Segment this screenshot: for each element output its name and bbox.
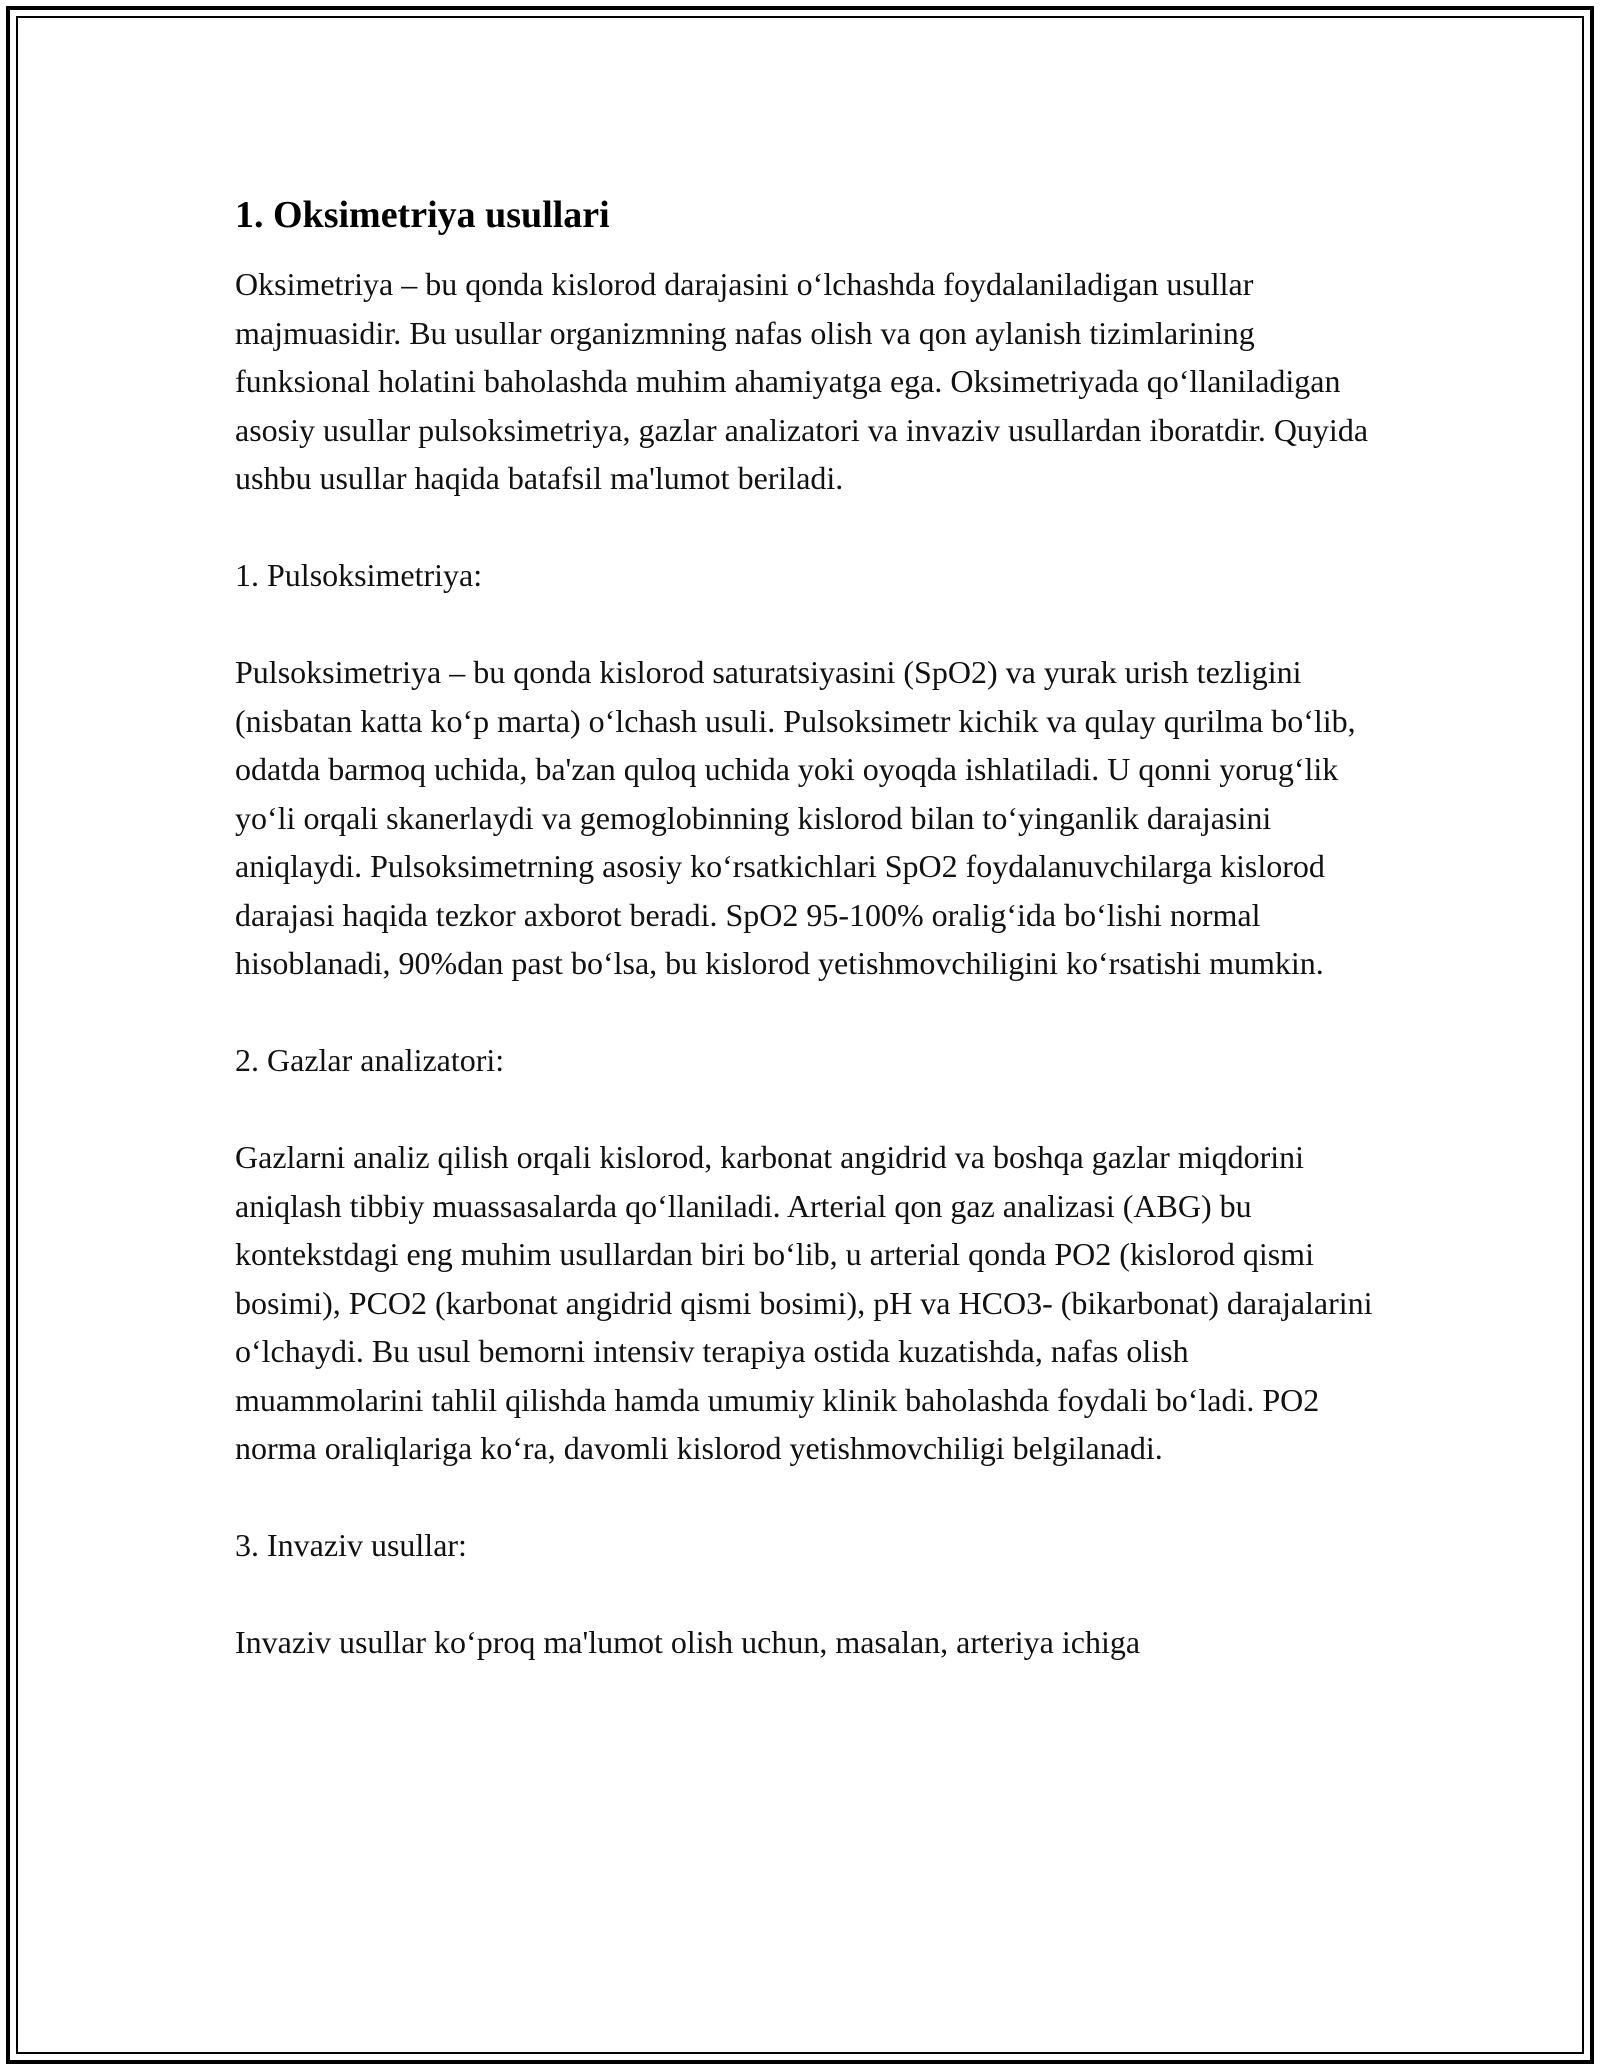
- paragraph-gap: [235, 1085, 1375, 1134]
- subsection-body-pulsoksimetriya: Pulsoksimetriya – bu qonda kislorod saturatsiyasini (SpO2) va yurak urish tezligini (nisbatan katta ko‘p marta) o‘lchash usuli. Pulsoksimetr kichik va qulay qurilma bo‘lib, odatda barmoq uchida, ba'zan quloq uchida yoki oyoqda ishlatiladi. U qonni yorug‘lik yo‘li orqali skanerlaydi va gemoglobinning kislorod bilan to‘yinganlik darajasini aniqlaydi. Pulsoksimetrning asosiy ko‘rsatkichlari SpO2 foydalanuvchilarga kislorod darajasi haqida tezkor axborot beradi. SpO2 95-100% oralig‘ida bo‘lishi normal hisoblanadi, 90%dan past bo‘lsa, bu kislorod yetishmovchiligini ko‘rsatishi mumkin.: [235, 654, 1356, 981]
- intro-paragraph: Oksimetriya – bu qonda kislorod darajasini o‘lchashda foydalaniladigan usullar majmuasidir. Bu usullar organizmning nafas olish va qon aylanish tizimlarining funksional holatini baholashda muhim ahamiyatga ega. Oksimetriyada qo‘llaniladigan asosiy usullar pulsoksimetriya, gazlar analizatori va invaziv usullardan iboratdir. Quyida ushbu usullar haqida batafsil ma'lumot beriladi.: [235, 266, 1369, 496]
- paragraph-gap: [235, 1473, 1375, 1522]
- paragraph-gap: [235, 503, 1375, 552]
- subsection-body-gazlar-analizatori: Gazlarni analiz qilish orqali kislorod, karbonat angidrid va boshqa gazlar miqdorini aniqlash tibbiy muassasalarda qo‘llaniladi. Arterial qon gaz analizasi (ABG) bu kontekstdagi eng muhim usullardan biri bo‘lib, u arterial qonda PO2 (kislorod qismi bosimi), PCO2 (karbonat angidrid qismi bosimi), pH va HCO3- (bikarbonat) darajalarini o‘lchaydi. Bu usul bemorni intensiv terapiya ostida kuzatishda, nafas olish muammolarini tahlil qilishda hamda umumiy klinik baholashda foydali bo‘ladi. PO2 norma oraliqlariga ko‘ra, davomli kislorod yetishmovchiligi belgilanadi.: [235, 1139, 1373, 1466]
- document-body: [235, 186, 1375, 1667]
- subsection-body-invaziv-usullar: Invaziv usullar ko‘proq ma'lumot olish uchun, masalan, arteriya ichiga: [235, 1624, 1141, 1660]
- paragraph-gap: [235, 988, 1375, 1037]
- paragraph-gap: [235, 600, 1375, 649]
- paragraph-gap: [235, 1570, 1375, 1619]
- subsection-title-invaziv-usullar: 3. Invaziv usullar:: [235, 1527, 467, 1563]
- section-heading: 1. Oksimetriya usullari: [235, 194, 610, 236]
- subsection-title-gazlar-analizatori: 2. Gazlar analizatori:: [235, 1042, 505, 1078]
- subsection-title-pulsoksimetriya: 1. Pulsoksimetriya:: [235, 557, 483, 593]
